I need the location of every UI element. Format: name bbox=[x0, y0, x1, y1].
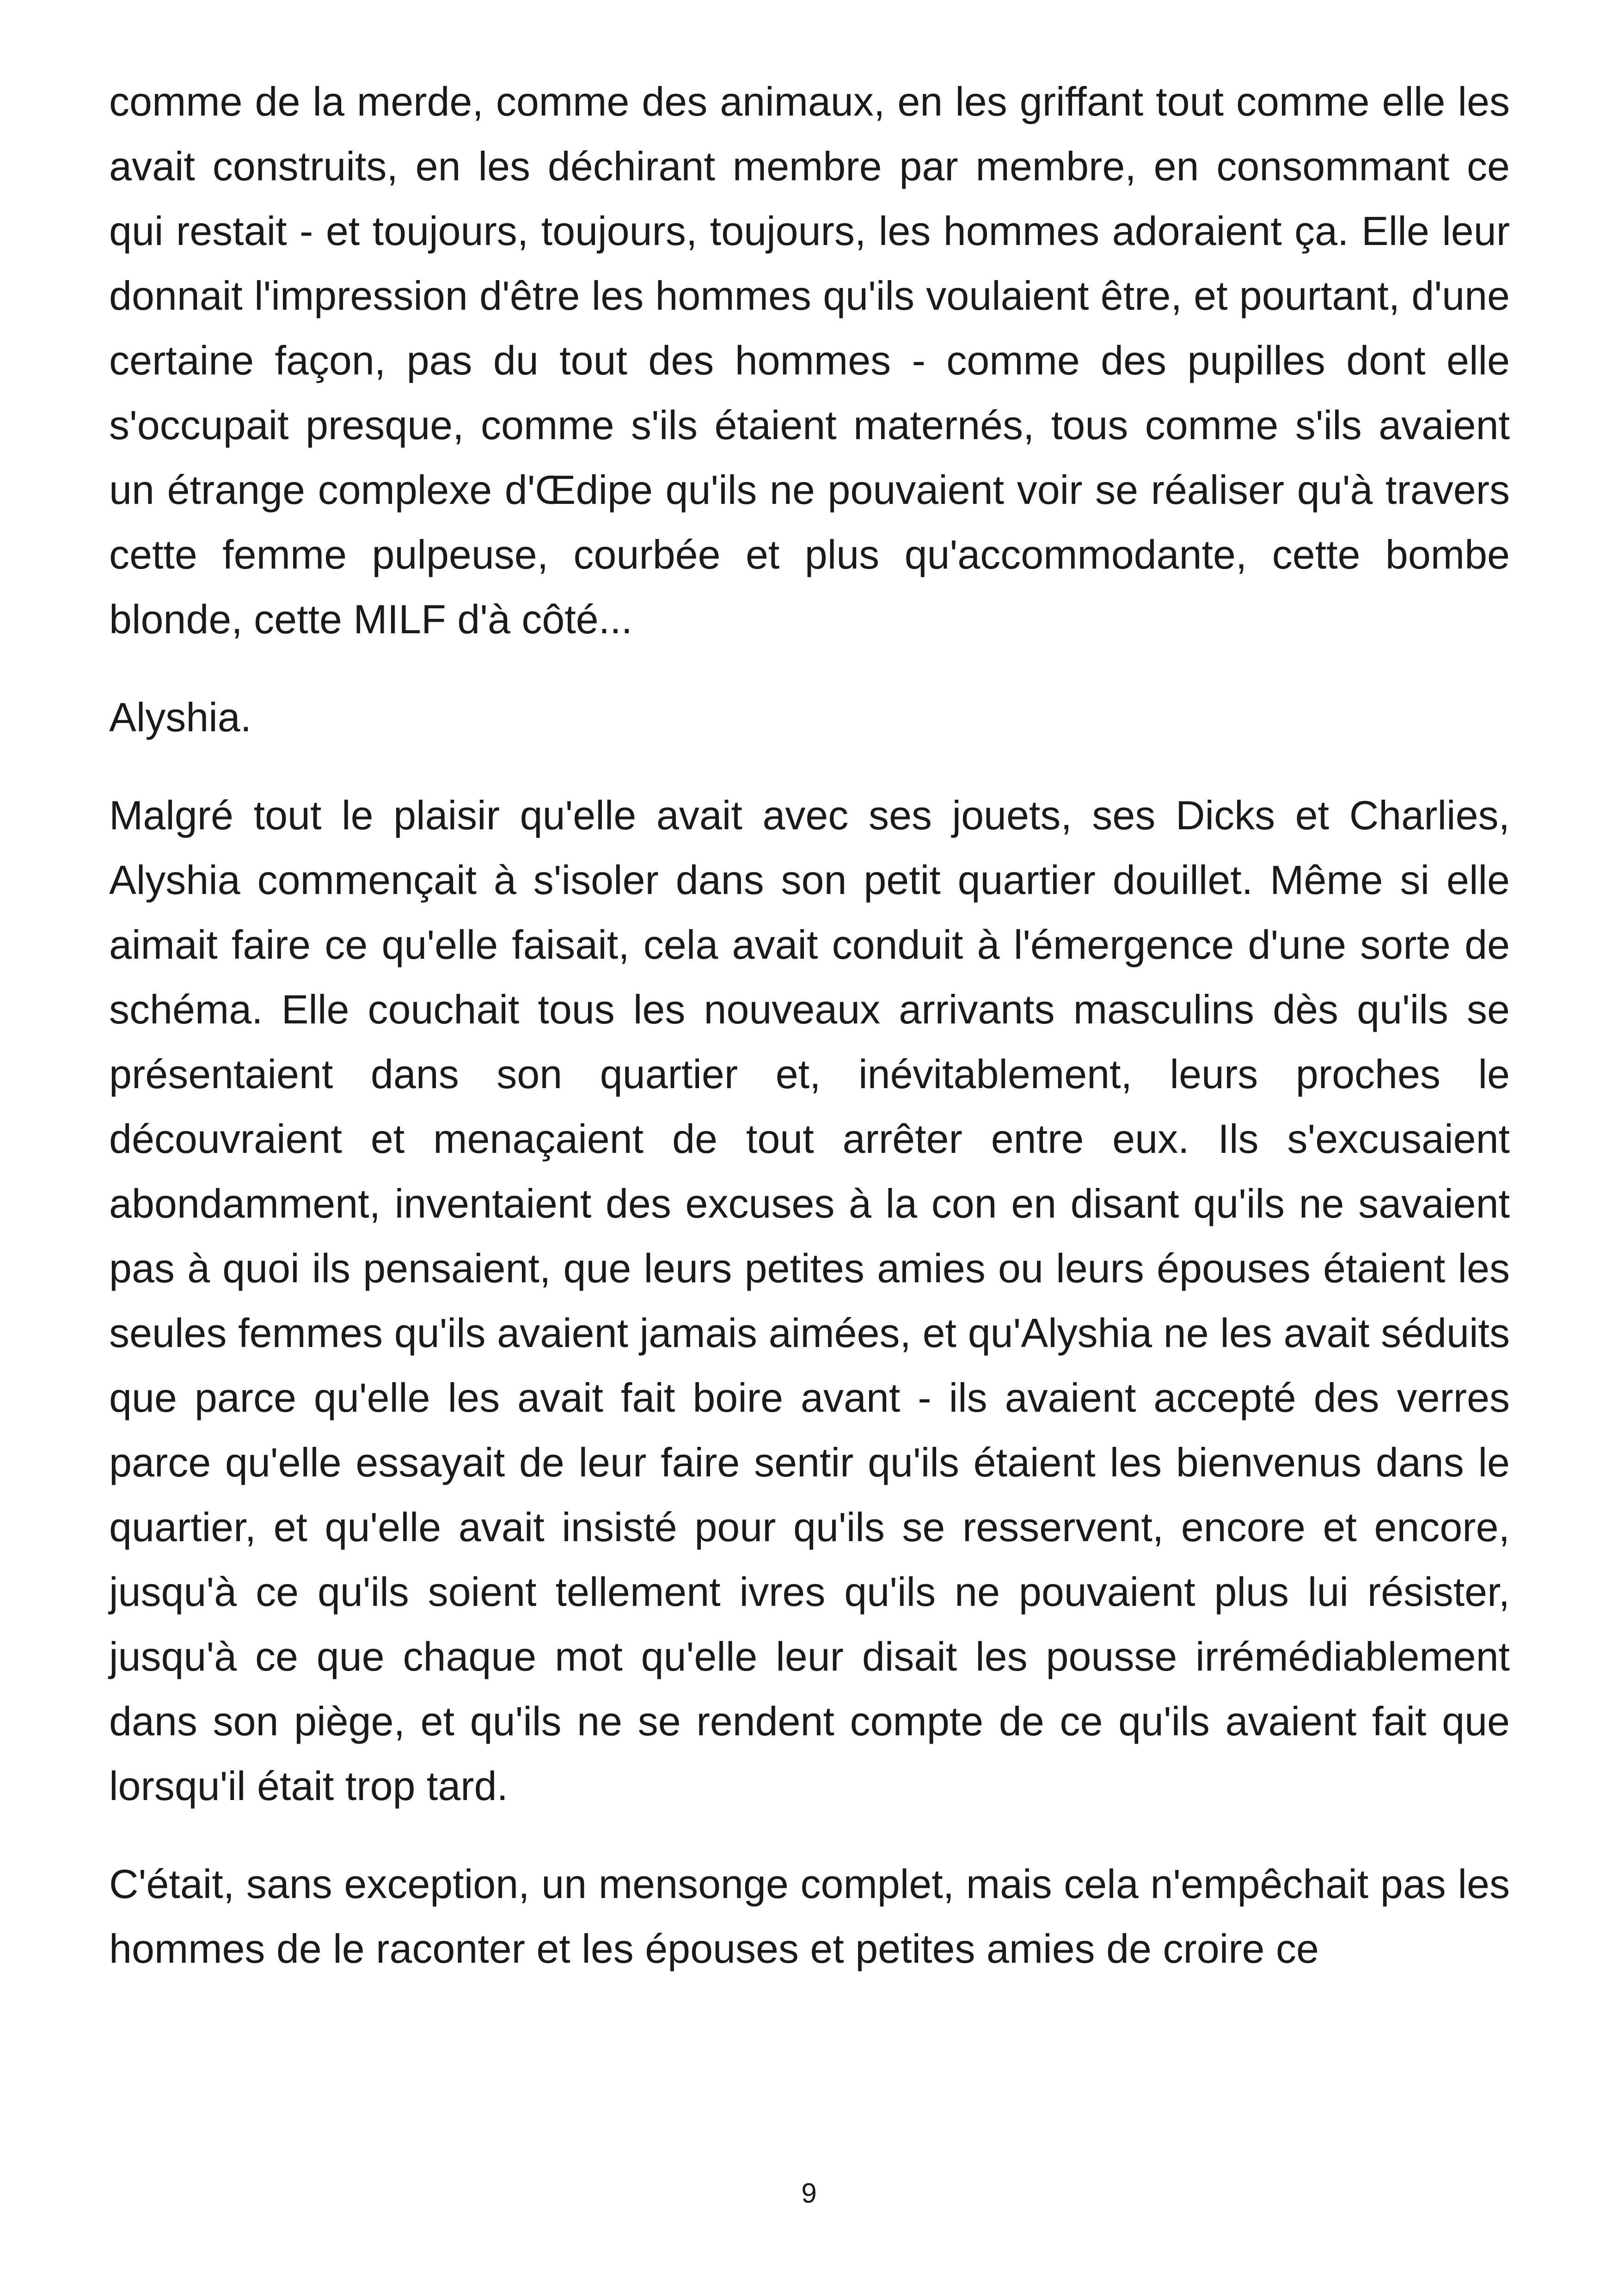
paragraph: C'était, sans exception, un mensonge complet, mais cela n'empêchait pas les hommes de le raconter et les épouses et petites amies de croire ce bbox=[109, 1861, 1510, 1971]
paragraph: comme de la merde, comme des animaux, en les griffant tout comme elle les avait construits, en les déchirant membre par membre, en consommant ce qui restait - et toujours, toujours, toujours, les hommes adoraient ça. Elle leur donnait l'impression d'être les hommes qu'ils voulaient être, et pourtant, d'une certaine façon, pas du tout des hommes - comme des pupilles dont elle s'occupait presque, comme s'ils étaient maternés, tous comme s'ils avaient un étrange complexe d'Œdipe qu'ils ne pouvaient voir se réaliser qu'à travers cette femme pulpeuse, courbée et plus qu'accommodante, cette bombe blonde, cette MILF d'à côté... bbox=[109, 79, 1510, 642]
paragraph: Alyshia. bbox=[109, 694, 252, 740]
page-number: 9 bbox=[801, 2178, 817, 2209]
body-text bbox=[109, 69, 1510, 2014]
paragraph: Malgré tout le plaisir qu'elle avait avec ses jouets, ses Dicks et Charlies, Alyshia commençait à s'isoler dans son petit quartier douillet. Même si elle aimait faire ce qu'elle faisait, cela avait conduit à l'émergence d'une sorte de schéma. Elle couchait tous les nouveaux arrivants masculins dès qu'ils se présentaient dans son quartier et, inévitablement, leurs proches le découvraient et menaçaient de tout arrêter entre eux. Ils s'excusaient abondamment, inventaient des excuses à la con en disant qu'ils ne savaient pas à quoi ils pensaient, que leurs petites amies ou leurs épouses étaient les seules femmes qu'ils avaient jamais aimées, et qu'Alyshia ne les avait séduits que parce qu'elle les avait fait boire avant - ils avaient accepté des verres parce qu'elle essayait de leur faire sentir qu'ils étaient les bienvenus dans le quartier, et qu'elle avait insisté pour qu'ils se resservent, encore et encore, jusqu'à ce qu'ils soient tellement ivres qu'ils ne pouvaient plus lui résister, jusqu'à ce que chaque mot qu'elle leur disait les pousse irrémédiablement dans son piège, et qu'ils ne se rendent compte de ce qu'ils avaient fait que lorsqu'il était trop tard. bbox=[109, 792, 1510, 1809]
